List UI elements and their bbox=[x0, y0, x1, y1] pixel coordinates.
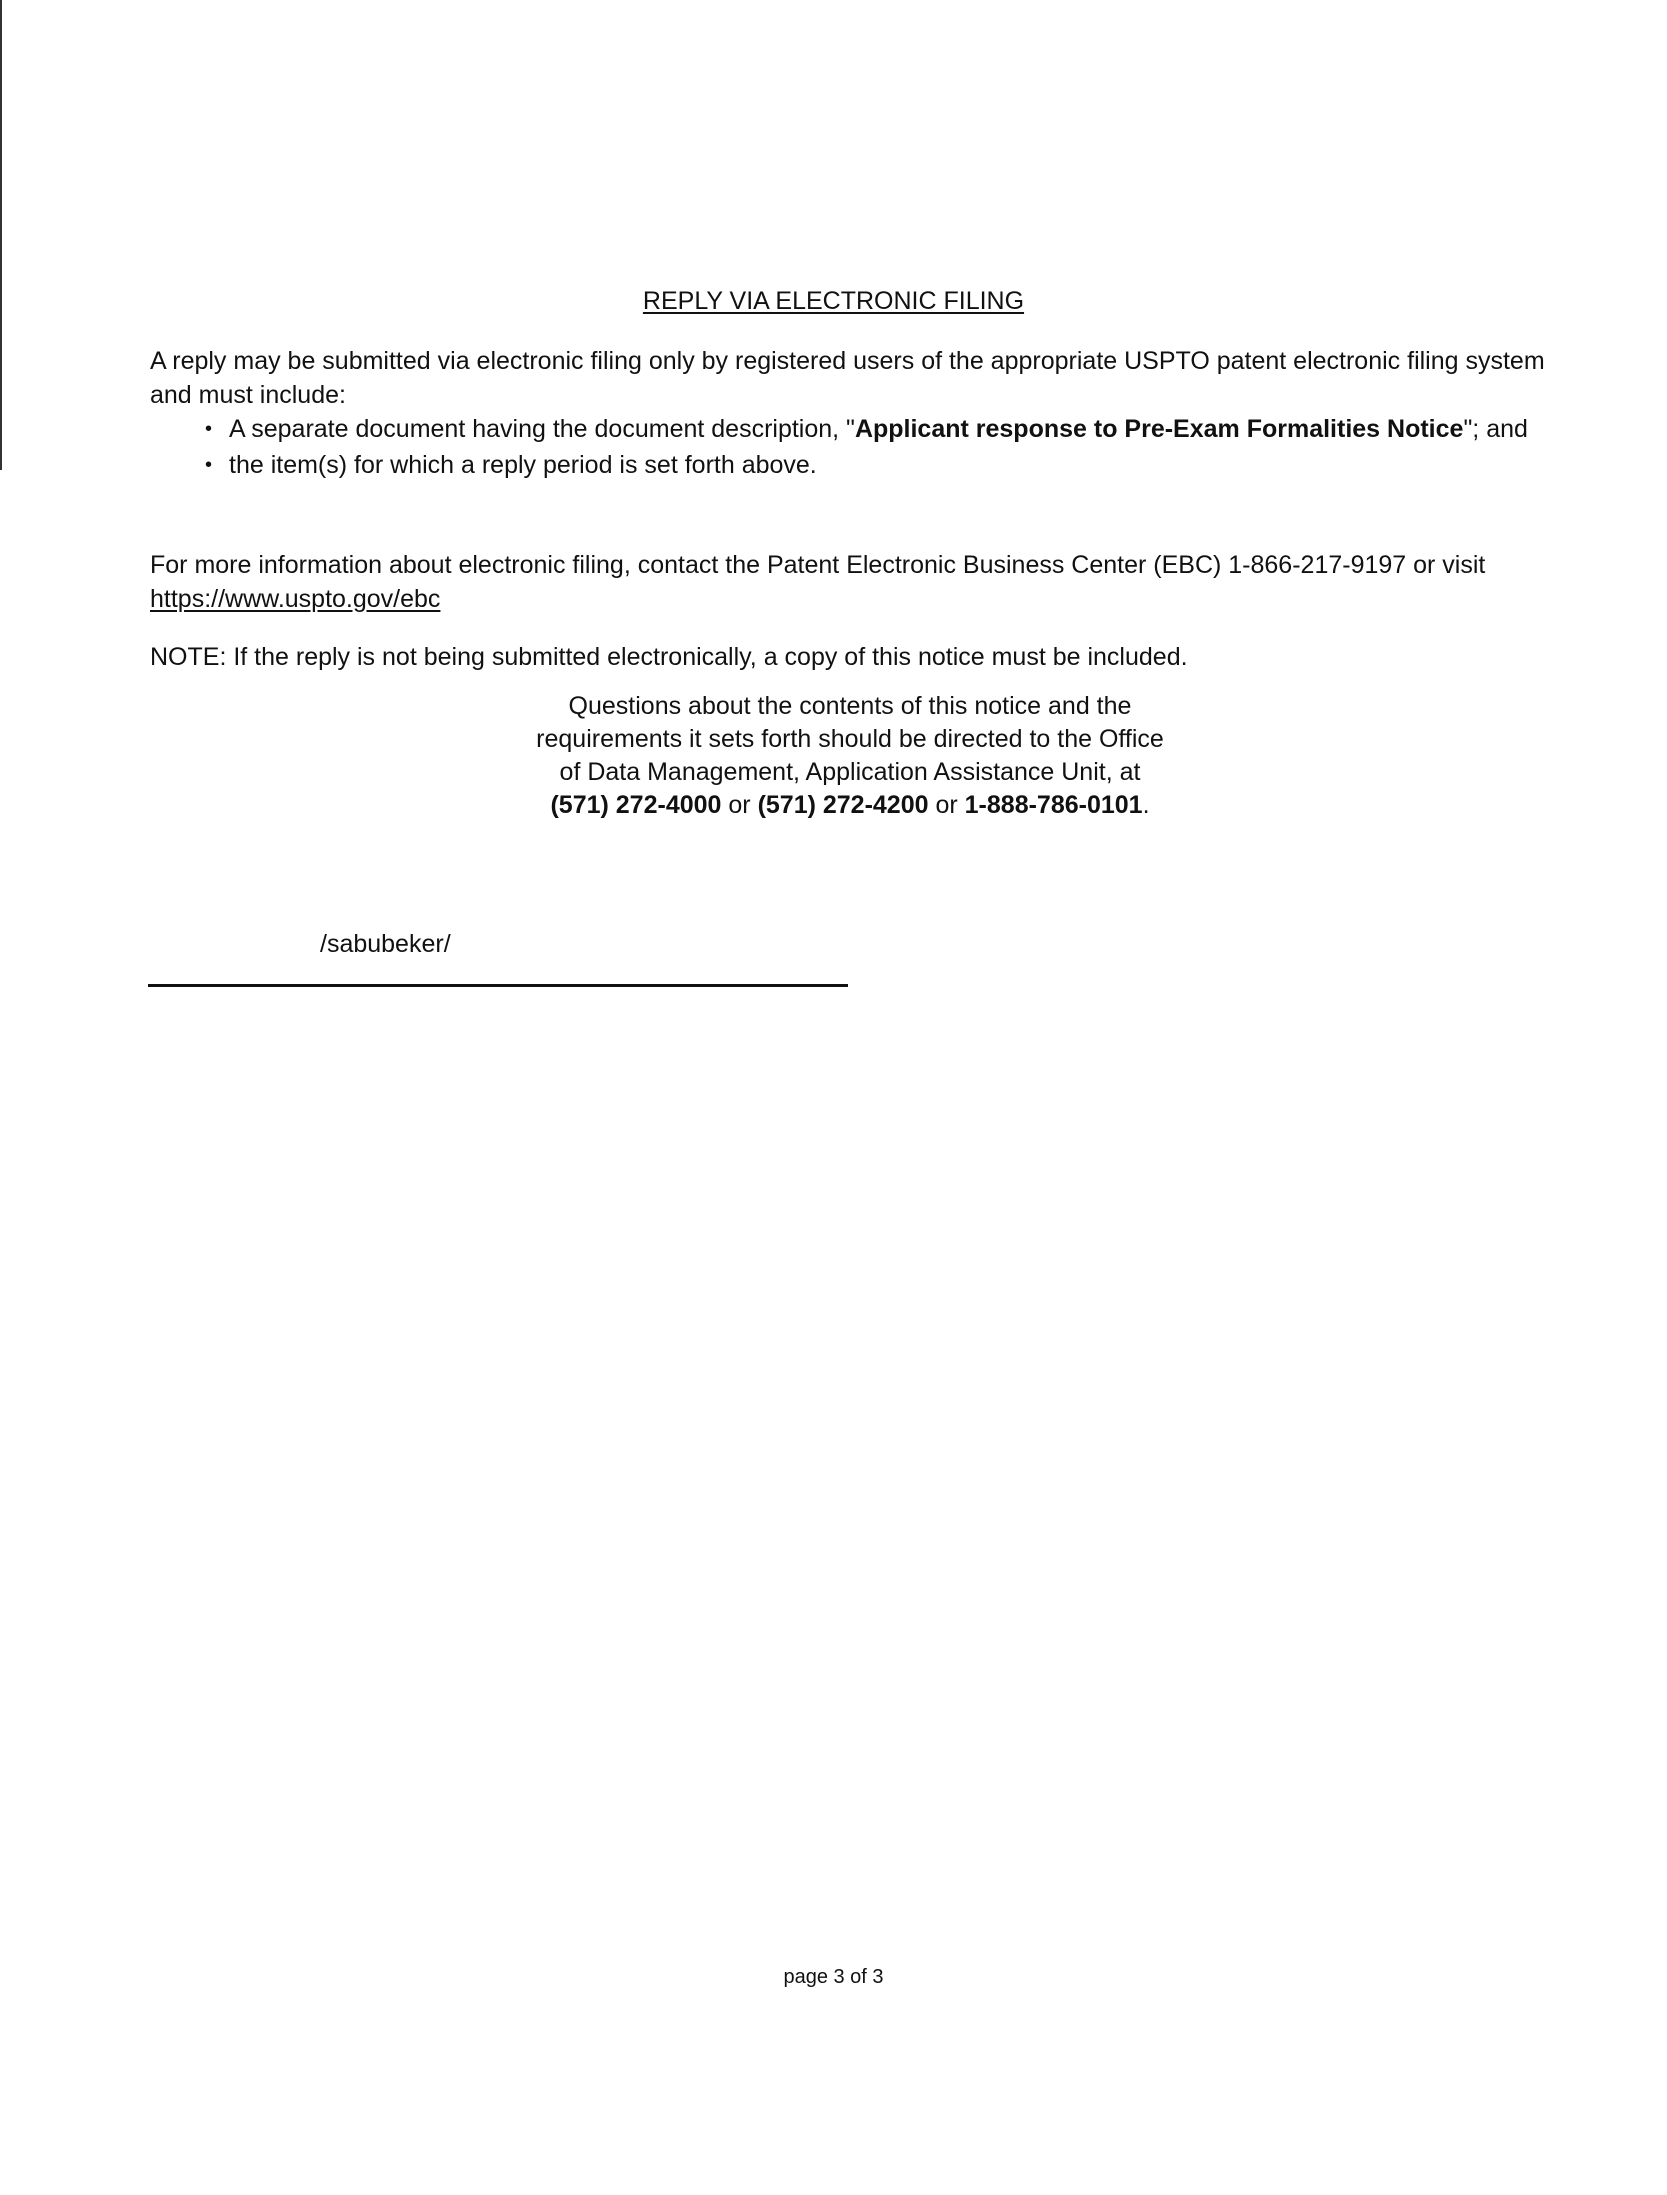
phone-number: (571) 272-4200 bbox=[757, 791, 929, 819]
more-info-text: For more information about electronic filing, contact the Patent Electronic Business Center (EBC) 1-866-217-9197 or visit bbox=[150, 551, 1486, 579]
section-heading: REPLY VIA ELECTRONIC FILING bbox=[642, 287, 1025, 315]
note-paragraph: NOTE: If the reply is not being submitted electronically, a copy of this notice must be included. bbox=[150, 643, 1188, 671]
questions-line: Questions about the contents of this notice and the bbox=[568, 692, 1132, 720]
signature: /sabubeker/ bbox=[320, 930, 451, 958]
intro-paragraph: A reply may be submitted via electronic filing only by registered users of the appropriate USPTO patent electronic filing system and must include: bbox=[150, 347, 1545, 409]
questions-line: of Data Management, Application Assistance Unit, at bbox=[559, 758, 1141, 786]
document-description: Applicant response to Pre-Exam Formalities Notice bbox=[854, 415, 1464, 443]
list-item-prefix: A separate document having the document description, " bbox=[229, 415, 855, 443]
separator-text: or bbox=[928, 791, 965, 819]
separator-text: or bbox=[721, 791, 758, 819]
signature-line bbox=[148, 984, 848, 987]
ebc-link[interactable]: https://www.uspto.gov/ebc bbox=[150, 585, 441, 613]
phone-numbers-line bbox=[400, 789, 1300, 822]
more-info-paragraph bbox=[150, 548, 1550, 616]
phone-number: (571) 272-4000 bbox=[550, 791, 722, 819]
phone-number: 1-888-786-0101 bbox=[964, 791, 1143, 819]
list-item bbox=[205, 448, 1550, 482]
questions-line: requirements it sets forth should be directed to the Office bbox=[536, 725, 1164, 753]
scan-edge-mark bbox=[0, 0, 2, 470]
list-item-suffix: "; and bbox=[1463, 415, 1528, 443]
list-item-text: the item(s) for which a reply period is set forth above. bbox=[229, 451, 817, 479]
requirements-list bbox=[205, 412, 1550, 484]
page-number: page 3 of 3 bbox=[783, 1966, 884, 1988]
list-item bbox=[205, 412, 1550, 446]
questions-block bbox=[400, 690, 1300, 822]
sentence-end: . bbox=[1142, 791, 1150, 819]
